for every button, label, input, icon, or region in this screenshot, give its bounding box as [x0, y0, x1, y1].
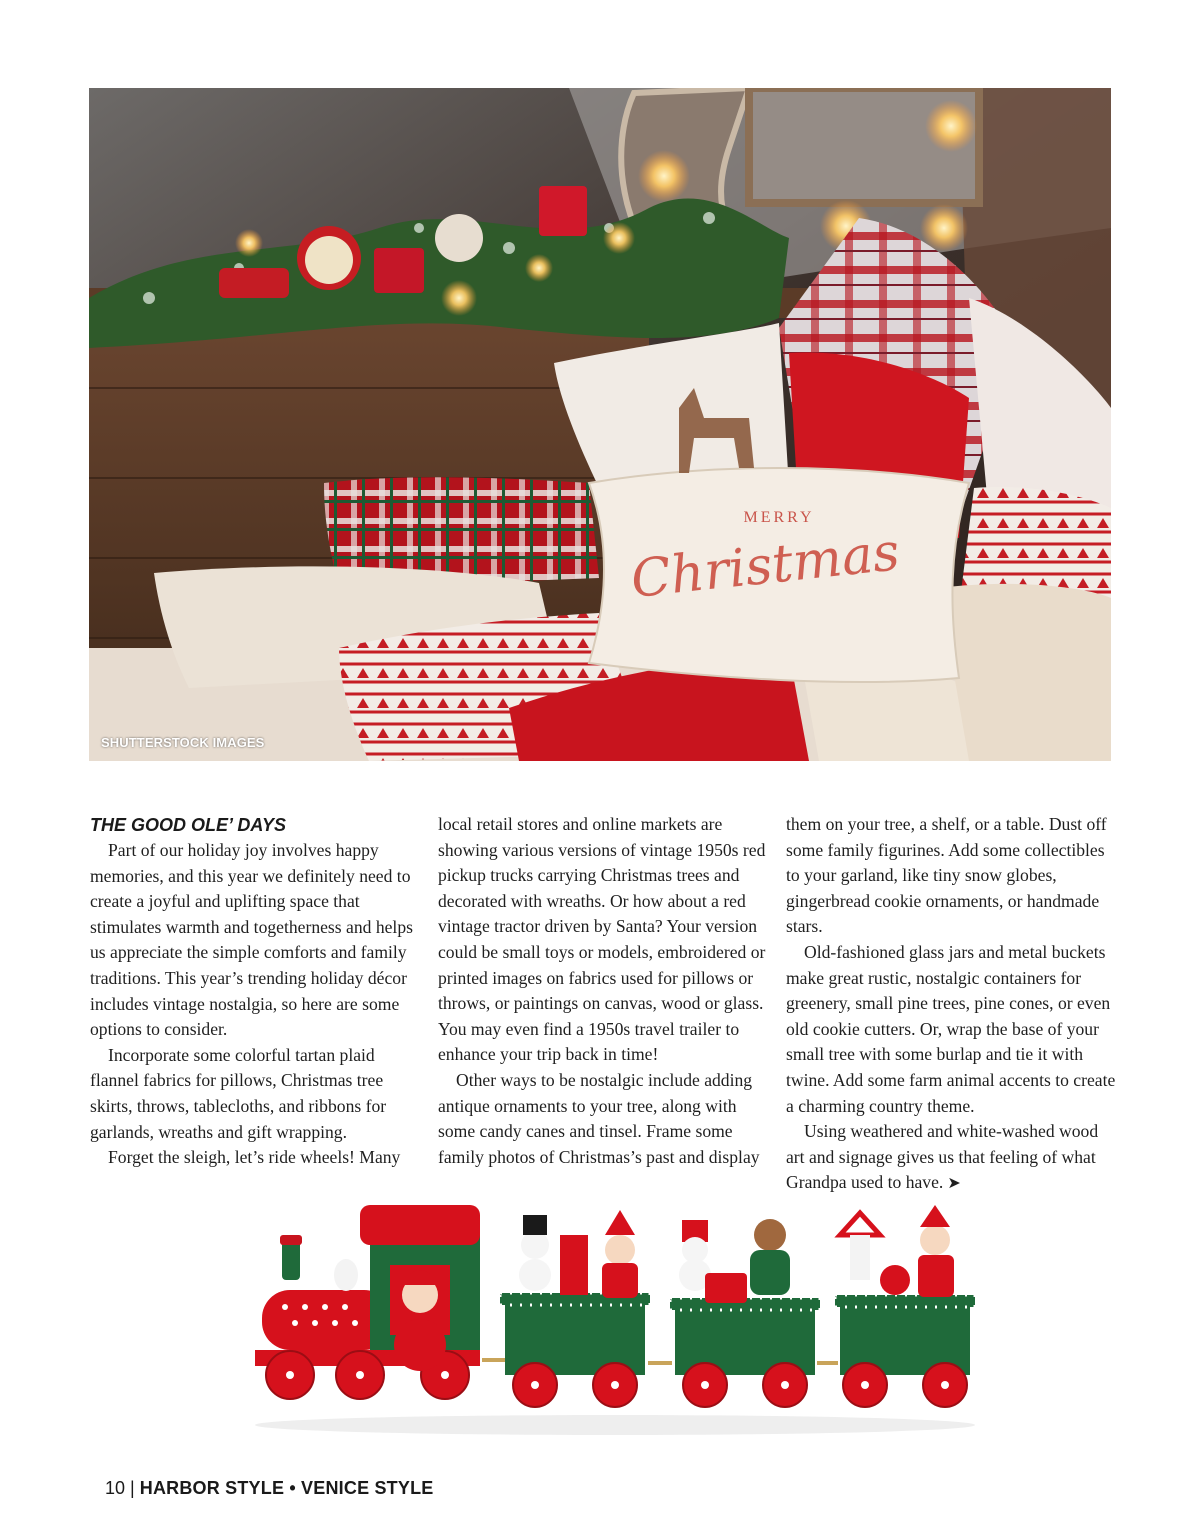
- publication-name: HARBOR STYLE • VENICE STYLE: [139, 1478, 434, 1498]
- paragraph: [786, 1119, 1116, 1196]
- paragraph: Part of our holiday joy involves happy memories, and this year we definitely need to create a joyful and uplifting space that stimulates warmth and togetherness and helps us appreciate the simple comforts and family traditions. This year’s trending holiday décor includes vintage nostalgia, so here are some options to consider.: [90, 840, 413, 1040]
- paragraph: Old-fashioned glass jars and metal buckets make great rustic, nostalgic containers for greenery, small pine trees, pine cones, or even old cookie cutters. Or, wrap the base of your small tree with some burlap and tie it with twine. Add some farm animal accents to create a charming country theme.: [786, 941, 1116, 1116]
- paragraph: Other ways to be nostalgic include adding antique ornaments to your tree, along with some candy canes and tinsel. Frame some family photos of Christmas’s past and display: [438, 1069, 760, 1167]
- page-number: 10: [105, 1478, 126, 1498]
- paragraph-text: Using weathered and white-washed wood art and signage gives us that feeling of what Grandpa used to have.: [786, 1121, 1099, 1193]
- train-car-bear: [670, 1219, 820, 1407]
- toy-train-illustration: [250, 1195, 980, 1445]
- toy-train-photo: [250, 1195, 980, 1445]
- train-engine: [255, 1205, 480, 1399]
- pillow-christmas-text: Christmas: [628, 522, 903, 611]
- bedroom-christmas-illustration: [89, 88, 1111, 761]
- paragraph: Incorporate some colorful tartan plaid flannel fabrics for pillows, Christmas tree skirts, throws, tablecloths, and ribbons for garlands, wreaths and gift wrapping.: [90, 1044, 387, 1142]
- train-car-santa: [835, 1205, 975, 1407]
- paragraph: Forget the sleigh, let’s ride wheels! Many: [108, 1147, 401, 1168]
- page-footer: [105, 1478, 433, 1499]
- article-column-3: [786, 812, 1116, 1196]
- article-heading: THE GOOD OLE’ DAYS: [90, 815, 287, 835]
- article-column-2: [438, 812, 766, 1170]
- paragraph: local retail stores and online markets are showing various versions of vintage 1950s red pickup trucks carrying Christmas trees and decorated with wreaths. Or how about a red vintage tractor driven by Santa? Your version could be small toys or models, embroidered or printed images on fabrics used for pillows or throws, or paintings on canvas, wood or glass. You may even find a 1950s travel trailer to enhance your trip back in time!: [438, 814, 766, 1065]
- pillow-merry-text: MERRY: [743, 509, 815, 526]
- continue-arrow-icon: ➤: [947, 1173, 961, 1193]
- footer-separator: |: [130, 1478, 135, 1498]
- train-car-snowman: [500, 1210, 650, 1407]
- photo-credit: SHUTTERSTOCK IMAGES: [101, 735, 265, 750]
- article-column-1: [90, 812, 418, 1171]
- paragraph: them on your tree, a shelf, or a table. Dust off some family figurines. Add some collectibles to your garland, like tiny snow globes, gingerbread cookie ornaments, or handmade stars.: [786, 814, 1107, 937]
- hero-photo: [89, 88, 1111, 761]
